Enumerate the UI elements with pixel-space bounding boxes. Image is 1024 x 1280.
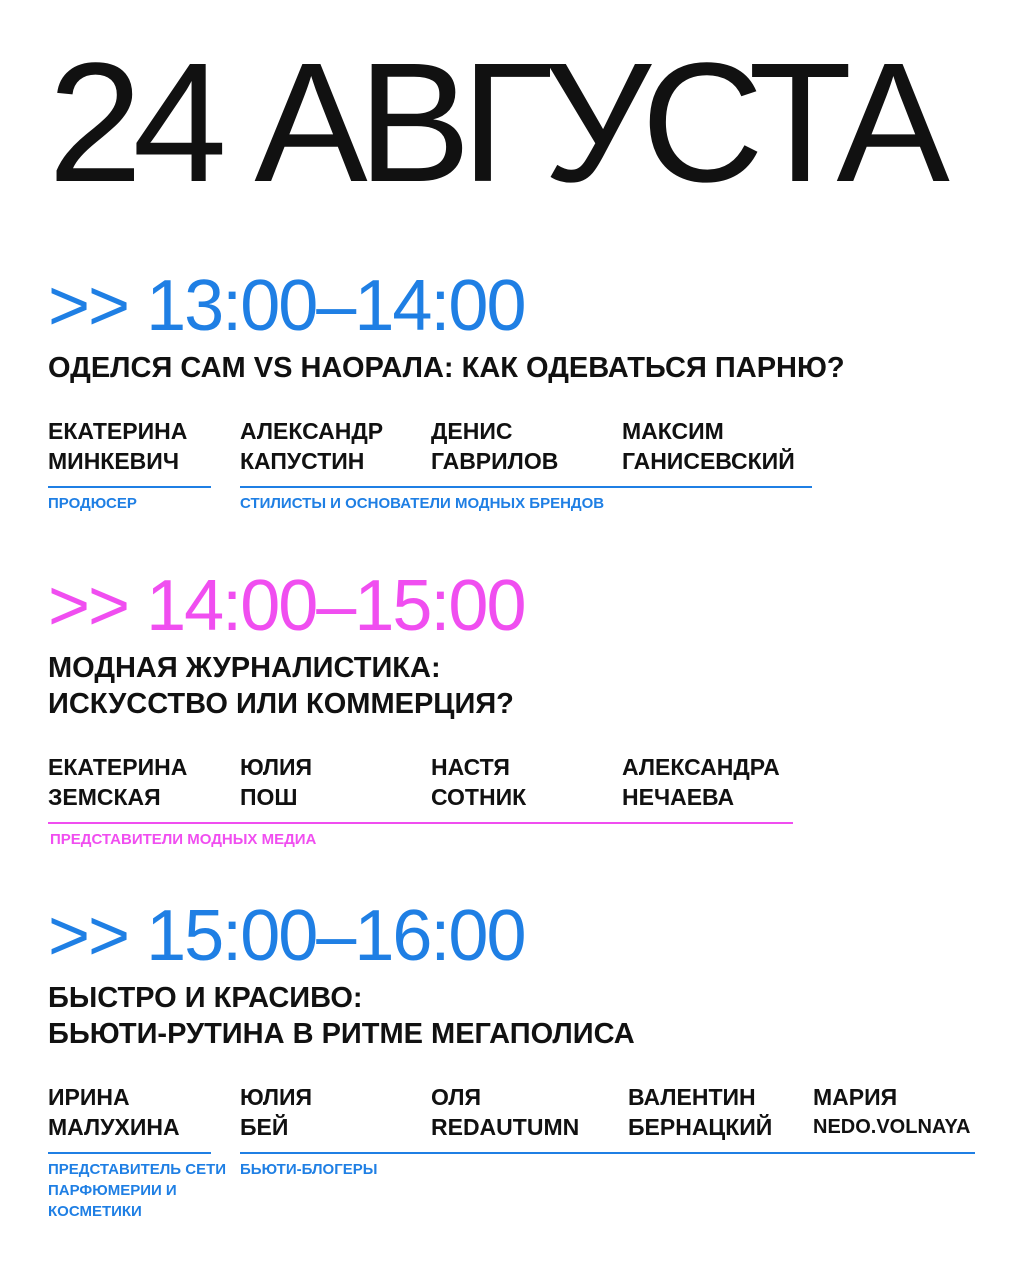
session-time: >> 14:00–15:00 [48,566,525,646]
session-topic [48,350,988,386]
speaker-role: БЬЮТИ-БЛОГЕРЫ [240,1161,378,1178]
role-list [48,1152,988,1222]
speaker-last-name: NEDO.VOLNAYA [813,1116,971,1138]
divider [48,486,211,488]
speaker-list [48,752,988,812]
speaker [240,752,312,812]
speaker-first-name: НАСТЯ [431,754,510,780]
speaker-last-name: REDAUTUMN [431,1114,580,1140]
speaker-last-name: МАЛУХИНА [48,1114,180,1140]
speaker-last-name: ГАВРИЛОВ [431,448,559,474]
speaker-first-name: ЮЛИЯ [240,1084,313,1110]
session-time: >> 15:00–16:00 [48,896,525,976]
speaker-list [48,1082,988,1142]
speaker-list [48,416,988,476]
speaker [813,1082,970,1142]
session-time: >> 13:00–14:00 [48,266,525,346]
role-list [48,486,988,556]
speaker [240,416,383,476]
speaker-first-name: АЛЕКСАНДРА [622,754,780,780]
speaker-first-name: МАРИЯ [813,1084,898,1110]
speaker-role: ПРЕДСТАВИТЕЛИ МОДНЫХ МЕДИА [50,831,317,848]
speaker [48,752,187,812]
speaker-last-name: НЕЧАЕВА [622,784,735,810]
topic-line: БЫСТРО И КРАСИВО: [48,982,363,1014]
speaker-last-name: МИНКЕВИЧ [48,448,179,474]
page-title: 24 АВГУСТА [48,28,940,218]
topic-line: ИСКУССТВО ИЛИ КОММЕРЦИЯ? [48,688,514,720]
speaker-last-name: БЕРНАЦКИЙ [628,1114,773,1140]
session-1 [48,266,988,556]
role-list [48,822,988,892]
speaker-role: ПРОДЮСЕР [48,495,137,512]
speaker-first-name: ВАЛЕНТИН [628,1084,756,1110]
speaker [431,1082,579,1142]
session-2 [48,566,988,892]
speaker-first-name: ЮЛИЯ [240,754,313,780]
session-3 [48,896,988,1222]
speaker [48,416,187,476]
speaker-last-name: КАПУСТИН [240,448,365,474]
speaker-first-name: ЕКАТЕРИНА [48,418,188,444]
speaker-first-name: ЕКАТЕРИНА [48,754,188,780]
speaker [240,1082,312,1142]
speaker-first-name: ИРИНА [48,1084,130,1110]
divider [48,822,793,824]
session-topic [48,650,988,722]
speaker [622,416,795,476]
speaker-first-name: МАКСИМ [622,418,724,444]
topic-line: ОДЕЛСЯ САМ VS НАОРАЛА: КАК ОДЕВАТЬСЯ ПАРНЮ? [48,352,845,384]
speaker-last-name: БЕЙ [240,1114,289,1140]
divider [240,486,812,488]
speaker-role: ПРЕДСТАВИТЕЛЬ СЕТИ ПАРФЮМЕРИИ И КОСМЕТИКИ [48,1161,227,1220]
speaker-first-name: ОЛЯ [431,1084,481,1110]
topic-line: МОДНАЯ ЖУРНАЛИСТИКА: [48,652,441,684]
speaker-first-name: ДЕНИС [431,418,513,444]
speaker-last-name: ГАНИСЕВСКИЙ [622,448,795,474]
speaker [628,1082,772,1142]
speaker-last-name: СОТНИК [431,784,527,810]
session-topic [48,980,988,1052]
divider [240,1152,975,1154]
speaker [622,752,780,812]
speaker-last-name: ЗЕМСКАЯ [48,784,161,810]
speaker-last-name: ПОШ [240,784,298,810]
speaker [431,752,526,812]
divider [48,1152,211,1154]
topic-line: БЬЮТИ-РУТИНА В РИТМЕ МЕГАПОЛИСА [48,1018,635,1050]
speaker [48,1082,180,1142]
speaker-role: СТИЛИСТЫ И ОСНОВАТЕЛИ МОДНЫХ БРЕНДОВ [240,495,605,512]
speaker-first-name: АЛЕКСАНДР [240,418,384,444]
speaker [431,416,558,476]
